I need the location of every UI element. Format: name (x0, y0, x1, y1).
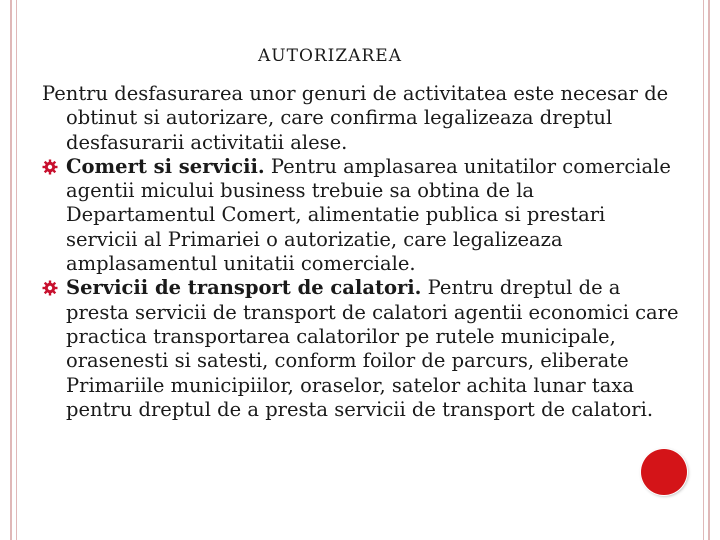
red-circle-decoration (641, 449, 687, 495)
slide-content (42, 82, 682, 422)
slide-title-text: AUTORIZAREA (258, 46, 402, 66)
frame-right-inner (703, 0, 704, 540)
slide-title (0, 46, 660, 66)
frame-left-inner (16, 0, 17, 540)
intro-paragraph: Pentru desfasurarea unor genuri de activitatea este necesar de obtinut si autorizare, care confirma legalizeaza dreptul desfasurarii activitatii alese. (42, 82, 669, 154)
gear-bullet-icon (42, 159, 58, 175)
frame-left-outer (10, 0, 12, 540)
gear-bullet-icon (42, 280, 58, 296)
bullet-text-comert: Pentru amplasarea unitatilor comerciale agentii micului business trebuie sa obtina de la Departamentul Comert, alimentatie publica si prestari servicii al Primariei o autorizatie, care legalizeaza amplasamentul unitatii comerciale. (66, 154, 671, 276)
bullet-item-comert (42, 155, 682, 276)
bullet-item-transport (42, 276, 682, 422)
bullet-text-transport: Pentru dreptul de a presta servicii de transport de calatori agentii economici care practica transportarea calatorilor pe rutele municipale, orasenesti si satesti, conform foilor de parcurs, eliberate Primariile municipiilor, oraselor, satelor achita lunar taxa pentru dreptul de a presta servicii de transport de calatori. (66, 276, 679, 421)
bullet-heading-comert: Comert si servicii. (66, 154, 265, 178)
bullet-heading-transport: Servicii de transport de calatori. (66, 276, 422, 300)
frame-right-outer (708, 0, 710, 540)
